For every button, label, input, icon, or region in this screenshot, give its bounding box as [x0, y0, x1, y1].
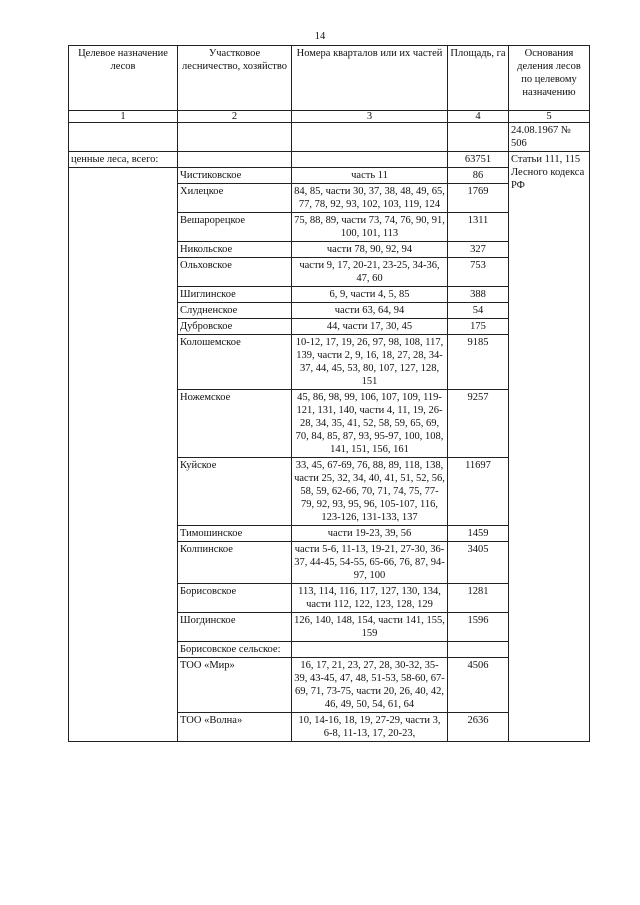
header-forestry: Участковое лесничество, хозяйство: [178, 46, 292, 111]
column-number: 5: [509, 111, 590, 123]
empty-cell: [448, 123, 509, 152]
area-value: 1281: [448, 584, 509, 613]
purpose-cell: [69, 168, 178, 742]
forestry-name: Борисовское: [178, 584, 292, 613]
area-value: 86: [448, 168, 509, 184]
quarter-numbers: 33, 45, 67-69, 76, 88, 89, 118, 138, части 25, 32, 34, 40, 41, 51, 52, 56, 58, 59, 62-66, 70, 71, 74, 75, 77-79, 92, 93, 95, 96, 105-107, 116, 123-126, 131-133, 137: [292, 458, 448, 526]
forestry-name: Хилецкое: [178, 184, 292, 213]
quarter-numbers: 10, 14-16, 18, 19, 27-29, части 3, 6-8, 11-13, 17, 20-23,: [292, 713, 448, 742]
area-value: 388: [448, 287, 509, 303]
empty-cell: [69, 123, 178, 152]
quarter-numbers: части 19-23, 39, 56: [292, 526, 448, 542]
empty-cell: [178, 152, 292, 168]
area-value: 9185: [448, 335, 509, 390]
empty-cell: [292, 123, 448, 152]
header-basis: Основания деления лесов по целевому назначению: [509, 46, 590, 111]
column-number: 3: [292, 111, 448, 123]
quarter-numbers: 16, 17, 21, 23, 27, 28, 30-32, 35-39, 43-45, 47, 48, 51-53, 58-60, 67-69, 71, 73-75, части 20, 26, 40, 42, 46, 49, 50, 54, 61, 64: [292, 658, 448, 713]
column-number: 4: [448, 111, 509, 123]
area-value: 1311: [448, 213, 509, 242]
forestry-name: Шиглинское: [178, 287, 292, 303]
basis-date-row: [69, 123, 590, 152]
area-value: 54: [448, 303, 509, 319]
quarter-numbers: 113, 114, 116, 117, 127, 130, 134, части 112, 122, 123, 128, 129: [292, 584, 448, 613]
category-total-area: 63751: [448, 152, 509, 168]
header-quarters: Номера кварталов или их частей: [292, 46, 448, 111]
column-number: 1: [69, 111, 178, 123]
area-value: 2636: [448, 713, 509, 742]
quarter-numbers: 45, 86, 98, 99, 106, 107, 109, 119-121, 131, 140, части 4, 11, 19, 26-28, 34, 35, 41, 52, 58, 59, 65, 69, 70, 84, 85, 87, 93, 95-97, 100, 108, 141, 151, 156, 161: [292, 390, 448, 458]
forestry-name: Куйское: [178, 458, 292, 526]
forestry-name: Ножемское: [178, 390, 292, 458]
forestry-name: Борисовское сельское:: [178, 642, 292, 658]
area-value: 1459: [448, 526, 509, 542]
quarter-numbers: части 5-6, 11-13, 19-21, 27-30, 36-37, 44-45, 54-55, 65-66, 76, 87, 94-97, 100: [292, 542, 448, 584]
forestry-name: Дубровское: [178, 319, 292, 335]
forestry-name: Колошемское: [178, 335, 292, 390]
basis-date: 24.08.1967 № 506: [509, 123, 590, 152]
area-value: 753: [448, 258, 509, 287]
forestry-name: Вешарорецкое: [178, 213, 292, 242]
quarter-numbers: 126, 140, 148, 154, части 141, 155, 159: [292, 613, 448, 642]
quarter-numbers: части 78, 90, 92, 94: [292, 242, 448, 258]
quarter-numbers: [292, 642, 448, 658]
table-header-row: [69, 46, 590, 111]
column-number-row: [69, 111, 590, 123]
header-area: Площадь, га: [448, 46, 509, 111]
quarter-numbers: 6, 9, части 4, 5, 85: [292, 287, 448, 303]
forestry-name: ТОО «Мир»: [178, 658, 292, 713]
area-value: 327: [448, 242, 509, 258]
quarter-numbers: 44, части 17, 30, 45: [292, 319, 448, 335]
area-value: 1769: [448, 184, 509, 213]
quarter-numbers: части 63, 64, 94: [292, 303, 448, 319]
quarter-numbers: 75, 88, 89, части 73, 74, 76, 90, 91, 100, 101, 113: [292, 213, 448, 242]
forestry-name: ТОО «Волна»: [178, 713, 292, 742]
empty-cell: [178, 123, 292, 152]
empty-cell: [292, 152, 448, 168]
forestry-name: Никольское: [178, 242, 292, 258]
quarter-numbers: 84, 85, части 30, 37, 38, 48, 49, 65, 77, 78, 92, 93, 102, 103, 119, 124: [292, 184, 448, 213]
forest-purpose-table: [68, 45, 590, 742]
area-value: 4506: [448, 658, 509, 713]
area-value: 11697: [448, 458, 509, 526]
area-value: 175: [448, 319, 509, 335]
header-purpose: Целевое назначение лесов: [69, 46, 178, 111]
forestry-name: Слудненское: [178, 303, 292, 319]
category-label: ценные леса, всего:: [69, 152, 178, 168]
forestry-name: Колпинское: [178, 542, 292, 584]
category-total-row: [69, 152, 590, 168]
forestry-name: Ольховское: [178, 258, 292, 287]
forestry-name: Чистиковское: [178, 168, 292, 184]
page-number: 14: [314, 31, 326, 42]
area-value: 3405: [448, 542, 509, 584]
quarter-numbers: часть 11: [292, 168, 448, 184]
basis-text: Статьи 111, 115 Лесного кодекса РФ: [509, 152, 590, 742]
column-number: 2: [178, 111, 292, 123]
area-value: 1596: [448, 613, 509, 642]
quarter-numbers: части 9, 17, 20-21, 23-25, 34-36, 47, 60: [292, 258, 448, 287]
forestry-name: Шогдинское: [178, 613, 292, 642]
quarter-numbers: 10-12, 17, 19, 26, 97, 98, 108, 117, 139, части 2, 9, 16, 18, 27, 28, 34-37, 44, 45, 53, 80, 107, 127, 128, 151: [292, 335, 448, 390]
area-value: [448, 642, 509, 658]
area-value: 9257: [448, 390, 509, 458]
forestry-name: Тимошинское: [178, 526, 292, 542]
